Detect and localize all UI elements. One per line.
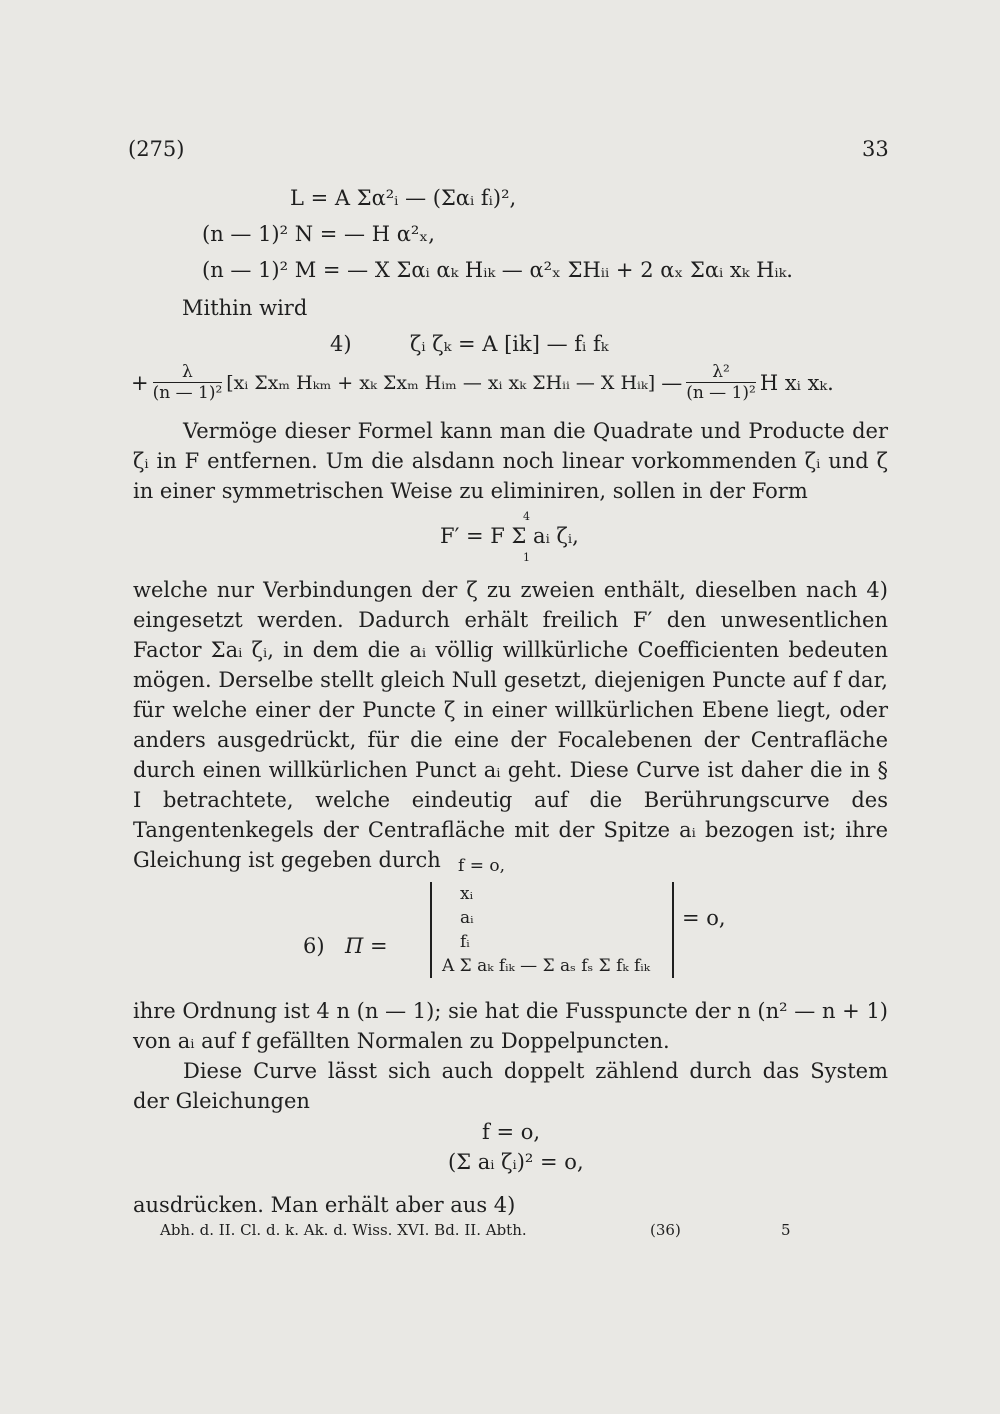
- equation-4-label: 4): [330, 332, 352, 356]
- paragraph-1: [133, 416, 888, 506]
- page-number-right: 33: [862, 137, 889, 161]
- equation-L: L = A Σα²ᵢ — (Σαᵢ fᵢ)²,: [290, 186, 517, 210]
- fraction-numerator: λ²: [686, 362, 756, 383]
- determinant-equals: = o,: [682, 906, 726, 930]
- equation-tail: H xᵢ xₖ.: [759, 370, 834, 395]
- determinant-row: aᵢ: [460, 908, 474, 928]
- paragraph-4: [133, 1056, 888, 1116]
- equation-4: ζᵢ ζₖ = A [ik] — fᵢ fₖ: [410, 332, 609, 356]
- system-line-2: (Σ aᵢ ζᵢ)² = o,: [448, 1150, 584, 1174]
- closing-line: ausdrücken. Man erhält aber aus 4): [133, 1193, 516, 1217]
- system-line-1: f = o,: [482, 1120, 541, 1144]
- equation-N: (n — 1)² N = — H α²ₓ,: [202, 222, 435, 246]
- minus-sign: —: [661, 370, 683, 395]
- mithin-text: Mithin wird: [182, 296, 308, 320]
- fraction-numerator: λ: [153, 362, 223, 383]
- equation-M: (n — 1)² M = — X Σαᵢ αₖ Hᵢₖ — α²ₓ ΣHᵢᵢ + 2 αₓ Σαᵢ xₖ Hᵢₖ.: [202, 258, 793, 282]
- fraction-denominator: (n — 1)²: [686, 383, 756, 403]
- determinant-row: fᵢ: [460, 932, 470, 952]
- paragraph-2: [133, 575, 888, 875]
- fraction-denominator: (n — 1)²: [152, 383, 223, 403]
- page-number-left: (275): [128, 137, 185, 161]
- paragraph-2-text: welche nur Verbindungen der ζ zu zweien enthält, dieselben nach 4) eingesetzt werden. Dadurch erhält freilich F′ den unwesentlichen Factor Σaᵢ ζᵢ, in dem die aᵢ völlig willkürliche Coefficienten bedeuten mögen. Derselbe stellt gleich Null gesetzt, diejenigen Puncte auf f dar, für welche einer der Puncte ζ in einer willkürlichen Ebene liegt, oder anders ausgedrückt, für die eine der Focalebenen der Centrafläche durch einen willkürlichen Punct aᵢ geht. Diese Curve ist daher die in § I betrachtete, welche eindeutig auf die Berührungscurve des Tangentenkegels der Centrafläche mit der Spitze aᵢ bezogen ist; ihre Gleichung ist gegeben durch: [133, 578, 888, 872]
- paragraph-3: [133, 996, 888, 1056]
- equation-F-prime: F′ = F Σ aᵢ ζᵢ,: [440, 524, 579, 548]
- plus-sign: +: [131, 370, 149, 395]
- determinant-row: xᵢ: [460, 884, 474, 904]
- equation-4-continuation: [131, 362, 834, 403]
- paragraph-1-text: Vermöge dieser Formel kann man die Quadrate und Producte der ζᵢ in F entfernen. Um die alsdann noch linear vorkommenden ζᵢ und ζ in einer symmetrischen Weise zu eliminiren, sollen in der Form: [133, 419, 888, 503]
- footer-citation: Abh. d. II. Cl. d. k. Ak. d. Wiss. XVI. Bd. II. Abth.: [160, 1221, 527, 1239]
- sum-upper-limit: 4: [523, 510, 530, 523]
- equation-6-label: 6): [303, 934, 325, 958]
- pi-symbol: Π =: [345, 934, 388, 958]
- bracket-expression: [xᵢ Σxₘ Hₖₘ + xₖ Σxₘ Hᵢₘ — xᵢ xₖ ΣHᵢᵢ — X Hᵢₖ]: [226, 371, 656, 394]
- determinant: [430, 882, 674, 978]
- fraction-lambda: [153, 362, 223, 403]
- fraction-lambda-squared: [686, 362, 756, 403]
- paragraph-3-text: ihre Ordnung ist 4 n (n — 1); sie hat die Fusspuncte der n (n² — n + 1) von aᵢ auf f gefällten Normalen zu Doppelpuncten.: [133, 999, 888, 1053]
- determinant-row: A Σ aₖ fᵢₖ — Σ aₛ fₛ Σ fₖ fᵢₖ: [442, 956, 650, 976]
- footer-signature: 5: [781, 1221, 791, 1239]
- footer-number: (36): [650, 1221, 681, 1239]
- paragraph-4-text: Diese Curve lässt sich auch doppelt zählend durch das System der Gleichungen: [133, 1059, 888, 1113]
- determinant-top: f = o,: [458, 856, 505, 876]
- sum-lower-limit: 1: [523, 551, 530, 564]
